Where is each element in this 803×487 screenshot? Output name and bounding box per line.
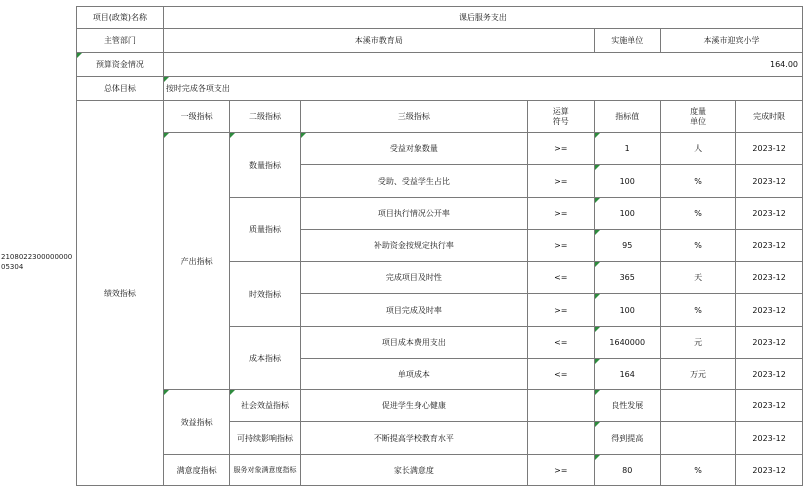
column-header-row [77, 101, 803, 133]
row-op: >= [528, 455, 595, 486]
col-level1: 一级指标 [163, 101, 229, 133]
col-level3: 三级指标 [300, 101, 527, 133]
subgroup-quality: 质量指标 [230, 198, 300, 262]
row-unit [660, 390, 735, 422]
row-deadline: 2023-12 [736, 422, 803, 455]
row-value: 1 [594, 133, 660, 165]
row-name: 项目成本费用支出 [300, 327, 527, 359]
subgroup-cost: 成本指标 [230, 327, 300, 390]
row-unit: 元 [660, 327, 735, 359]
row-value: 1640000 [594, 327, 660, 359]
col-deadline: 完成时限 [736, 101, 803, 133]
row-name: 家长满意度 [300, 455, 527, 486]
row-value: 365 [594, 262, 660, 294]
row-deadline: 2023-12 [736, 390, 803, 422]
dept-label: 主管部门 [77, 29, 164, 53]
budget-label: 预算资金情况 [77, 53, 164, 77]
row-op: >= [528, 294, 595, 327]
header-row-project [77, 7, 803, 29]
row-deadline: 2023-12 [736, 294, 803, 327]
row-name: 单项成本 [300, 359, 527, 390]
row-unit: 人 [660, 133, 735, 165]
row-unit: % [660, 230, 735, 262]
table-row [77, 455, 803, 486]
row-deadline: 2023-12 [736, 198, 803, 230]
subgroup-timeliness: 时效指标 [230, 262, 300, 327]
row-op [528, 422, 595, 455]
col-op: 运算符号 [528, 101, 595, 133]
row-deadline: 2023-12 [736, 230, 803, 262]
row-name: 促进学生身心健康 [300, 390, 527, 422]
row-unit: % [660, 294, 735, 327]
row-name: 补助资金按规定执行率 [300, 230, 527, 262]
project-name-label: 项目(政策)名称 [77, 7, 164, 29]
row-op [528, 390, 595, 422]
header-row-dept [77, 29, 803, 53]
dept-value: 本溪市教育局 [163, 29, 594, 53]
side-code: 210802230000000005304 [1, 253, 73, 271]
row-value: 100 [594, 294, 660, 327]
row-op: <= [528, 359, 595, 390]
row-unit: 万元 [660, 359, 735, 390]
subgroup-social: 社会效益指标 [230, 390, 300, 422]
row-deadline: 2023-12 [736, 262, 803, 294]
row-op: >= [528, 198, 595, 230]
header-row-budget [77, 53, 803, 77]
row-unit: % [660, 455, 735, 486]
row-name: 项目完成及时率 [300, 294, 527, 327]
col-unit: 度量单位 [660, 101, 735, 133]
row-op: >= [528, 230, 595, 262]
row-deadline: 2023-12 [736, 455, 803, 486]
row-op: <= [528, 262, 595, 294]
row-unit [660, 422, 735, 455]
row-name: 完成项目及时性 [300, 262, 527, 294]
header-row-goal [77, 77, 803, 101]
goal-label: 总体目标 [77, 77, 164, 101]
budget-value: 164.00 [163, 53, 802, 77]
row-name: 受益对象数量 [300, 133, 527, 165]
row-op: >= [528, 165, 595, 198]
subgroup-service: 服务对象满意度指标 [230, 455, 300, 486]
row-op: <= [528, 327, 595, 359]
row-deadline: 2023-12 [736, 165, 803, 198]
group-benefit: 效益指标 [163, 390, 229, 455]
row-value: 80 [594, 455, 660, 486]
row-value: 100 [594, 165, 660, 198]
row-value: 164 [594, 359, 660, 390]
performance-table [76, 6, 803, 486]
row-value: 95 [594, 230, 660, 262]
row-unit: % [660, 165, 735, 198]
table-row [77, 133, 803, 165]
col-value: 指标值 [594, 101, 660, 133]
row-deadline: 2023-12 [736, 133, 803, 165]
subgroup-sustain: 可持续影响指标 [230, 422, 300, 455]
row-unit: % [660, 198, 735, 230]
row-value: 100 [594, 198, 660, 230]
impl-label: 实施单位 [594, 29, 660, 53]
col-level2: 二级指标 [230, 101, 300, 133]
goal-value: 按时完成各项支出 [163, 77, 802, 101]
row-value: 得到提高 [594, 422, 660, 455]
impl-value: 本溪市迎宾小学 [660, 29, 802, 53]
row-deadline: 2023-12 [736, 327, 803, 359]
project-name-value: 课后服务支出 [163, 7, 802, 29]
group-output: 产出指标 [163, 133, 229, 390]
row-value: 良性发展 [594, 390, 660, 422]
row-name: 受助、受益学生占比 [300, 165, 527, 198]
row-unit: 天 [660, 262, 735, 294]
group-satisfaction: 满意度指标 [163, 455, 229, 486]
row-op: >= [528, 133, 595, 165]
subgroup-quantity: 数量指标 [230, 133, 300, 198]
perf-label: 绩效指标 [77, 101, 164, 486]
row-name: 项目执行情况公开率 [300, 198, 527, 230]
row-deadline: 2023-12 [736, 359, 803, 390]
table-row [77, 390, 803, 422]
row-name: 不断提高学校教育水平 [300, 422, 527, 455]
